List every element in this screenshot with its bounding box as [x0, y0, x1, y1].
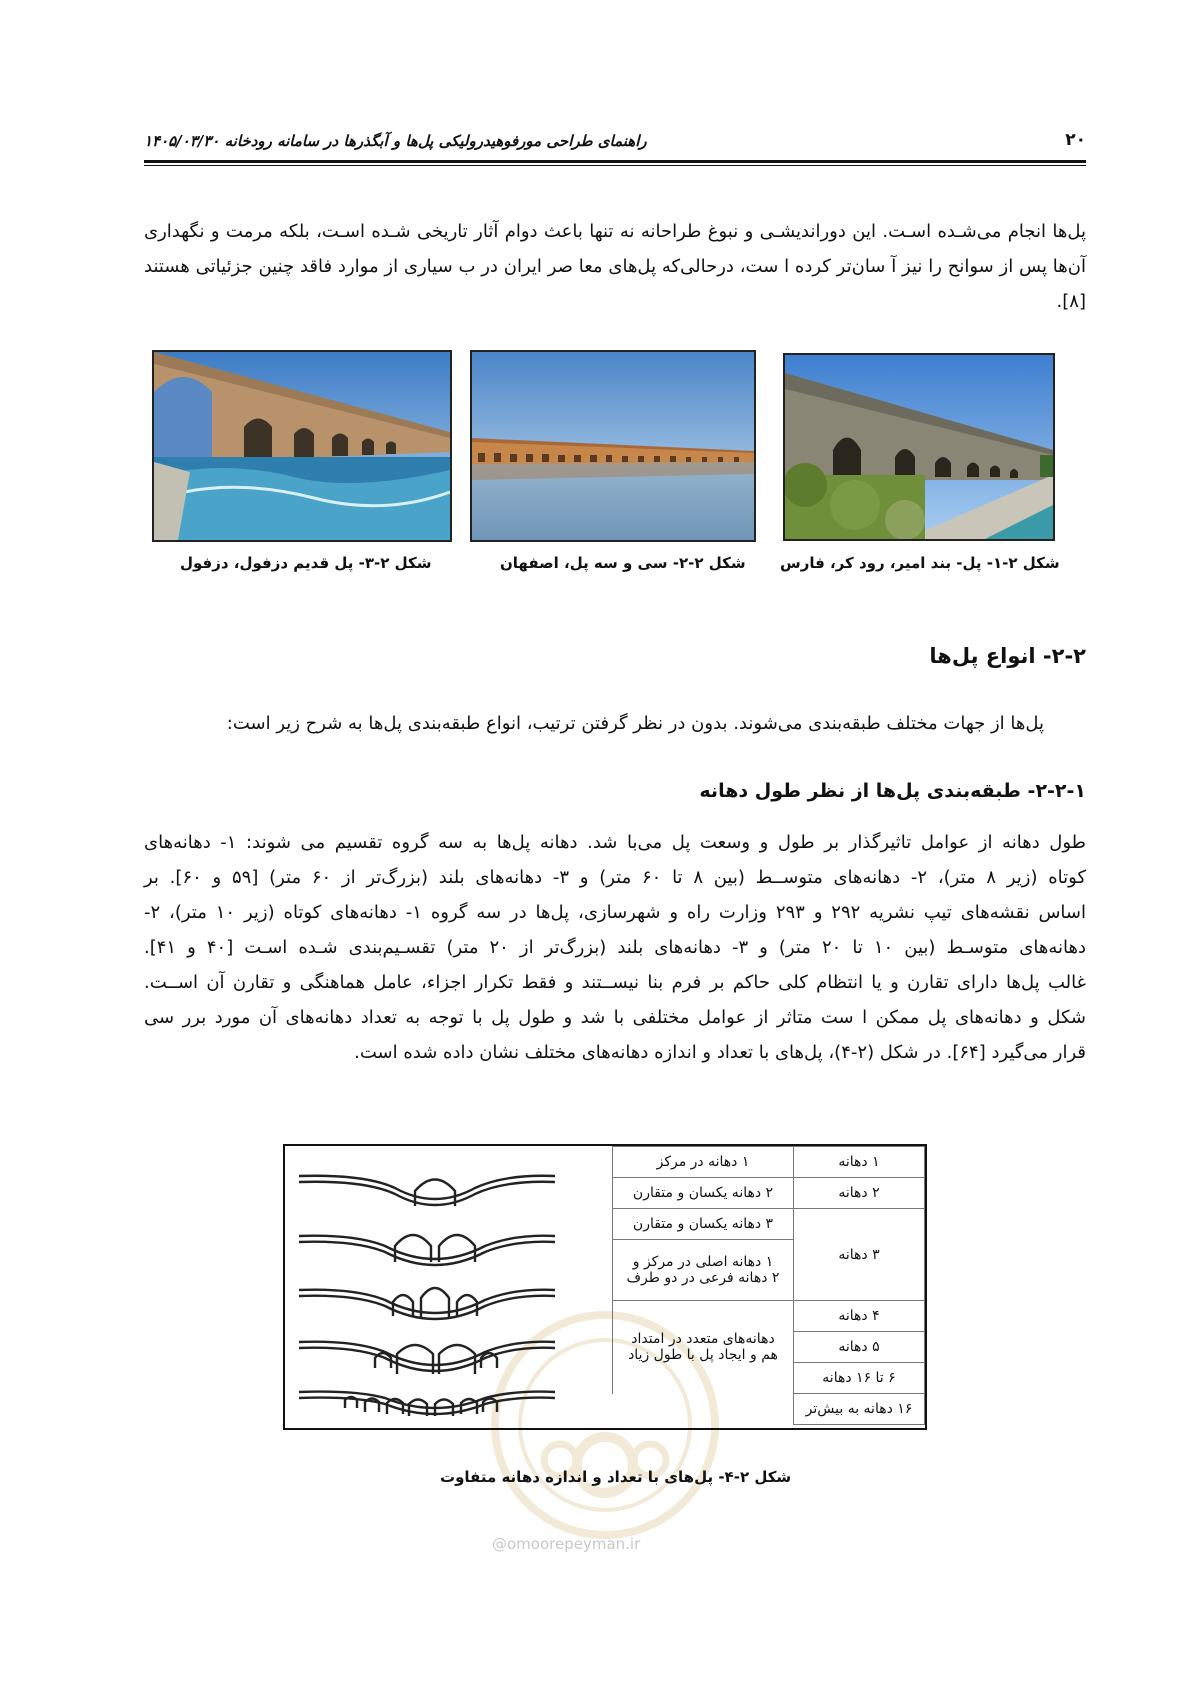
body-line: دهانه‌های متوسـط (بین ۱۰ تا ۲۰ متر) و ۳- دهانه‌های بلند (بزرگ‌تر از ۲۰ متر) تقسـیم‌بندی شـده اسـت [۴۰ و ۴۱].	[144, 937, 1087, 958]
span-desc-cell	[613, 1394, 794, 1425]
span-types-table	[612, 1146, 925, 1425]
span-desc-line: هم و ایجاد پل با طول زیاد	[628, 1347, 778, 1364]
page-number: ۲۰	[1065, 130, 1086, 150]
photo-caption-3: شکل ۲-۳- پل قدیم دزفول، دزفول	[180, 554, 432, 572]
page-header	[144, 128, 1086, 164]
photo-dezful-bridge	[152, 350, 452, 542]
header-rule-thin	[144, 165, 1086, 166]
header-rule	[144, 160, 1086, 163]
photo-caption-2: شکل ۲-۲- سی و سه پل، اصفهان	[500, 554, 746, 572]
span-desc-cell	[613, 1301, 794, 1394]
span-count-cell: ۲ دهانه	[794, 1178, 925, 1209]
span-desc-cell	[613, 1240, 794, 1301]
header-title: راهنمای طراحی مورفوهیدرولیکی پل‌ها و آبگذرها در سامانه رودخانه ۱۴۰۵/۰۳/۳۰	[144, 132, 647, 150]
figure-caption: شکل ۲-۴- پل‌های با تعداد و اندازه دهانه متفاوت	[440, 1468, 792, 1486]
photo-band-amir-bridge	[783, 353, 1055, 541]
body-line: شکل و دهانه‌های پل ممکن ا ست متاثر از عوامل مختلفی با شد و طول پل با توجه به تعداد دهانه‌های آن مورد برر سی	[144, 1007, 1086, 1028]
span-count-cell: ۶ تا ۱۶ دهانه	[794, 1363, 925, 1394]
span-count-cell: ۵ دهانه	[794, 1332, 925, 1363]
intro-paragraph: پل‌ها انجام می‌شـده اسـت. این دوراندیشـی و نبوغ طراحانه نه تنها باعث دوام آثار تاریخی شـده اسـت، بلکه مرمت و نگهداری آن‌ها پس از سوانح را نیز آ سان‌تر کرده ا ست، درحالی‌که پل‌های معا صر ایران در ب سیاری از موارد فاقد چنین جزئیاتی هستند [۸].	[144, 221, 1086, 312]
span-desc-cell: ۲ دهانه یکسان و متقارن	[613, 1178, 794, 1209]
photo-si-o-se-pol	[470, 350, 756, 542]
body-line: کوتاه (زیر ۸ متر)، ۲- دهانه‌های متوســط (بین ۸ تا ۶۰ متر) و ۳- دهانه‌های بلند (بزرگ‌تر از ۶۰ متر) [۵۹ و ۶۰]. بر	[144, 867, 1087, 888]
body-line: طول دهانه از عوامل تاثیرگذار بر طول و وسعت پل می‌با شد. دهانه پل‌ها به سه گروه تقسیم می شوند: ۱- دهانه‌های	[144, 832, 1086, 853]
span-count-cell: ۱۶ دهانه به بیش‌تر	[794, 1394, 925, 1425]
span-count-cell: ۱ دهانه	[794, 1147, 925, 1178]
watermark-text: @omoorepeyman.ir	[492, 1535, 641, 1553]
photo-caption-1: شکل ۲-۱- پل- بند امیر، رود کر، فارس	[780, 554, 1060, 572]
body-paragraph	[144, 825, 1086, 1070]
section-heading: ۲-۲- انواع پل‌ها	[929, 644, 1086, 668]
span-count-cell: ۴ دهانه	[794, 1301, 925, 1332]
body-line: قرار می‌گیرد [۶۴]. در شکل (۲-۴)، پل‌های با تعداد و اندازه دهانه‌های مختلف نشان داده شده است.	[354, 1042, 1086, 1063]
section-intro: پل‌ها از جهات مختلف طبقه‌بندی می‌شوند. بدون در نظر گرفتن ترتیب، انواع طبقه‌بندی پل‌ها به شرح زیر است:	[226, 713, 1044, 734]
body-line: اساس نقشه‌های تیپ نشریه ۲۹۲ و ۲۹۳ وزارت راه و شهرسازی، پل‌ها در سه گروه ۱- دهانه‌های کوتاه (زیر ۱۰ متر)، ۲-	[144, 902, 1086, 923]
span-desc-line: ۲ دهانه فرعی در دو طرف	[626, 1270, 780, 1286]
span-desc-cell: ۳ دهانه یکسان و متقارن	[613, 1209, 794, 1240]
span-desc-line: دهانه‌های متعدد در امتداد	[631, 1331, 775, 1348]
body-line: غالب پل‌ها دارای تقارن و یا انتظام کلی حاکم بر فرم بنا نیســتند و فقط تکرار اجزاء، عامل هماهنگی و تقارن آن اســت.	[144, 972, 1086, 993]
span-desc-cell: ۱ دهانه در مرکز	[613, 1147, 794, 1178]
figure-span-types	[283, 1144, 927, 1430]
span-desc-line: ۱ دهانه اصلی در مرکز و	[632, 1254, 774, 1270]
subsection-heading: ۲-۲-۱- طبقه‌بندی پل‌ها از نظر طول دهانه	[699, 780, 1086, 802]
bridge-span-sketches	[285, 1146, 605, 1428]
span-count-cell: ۳ دهانه	[794, 1209, 925, 1301]
